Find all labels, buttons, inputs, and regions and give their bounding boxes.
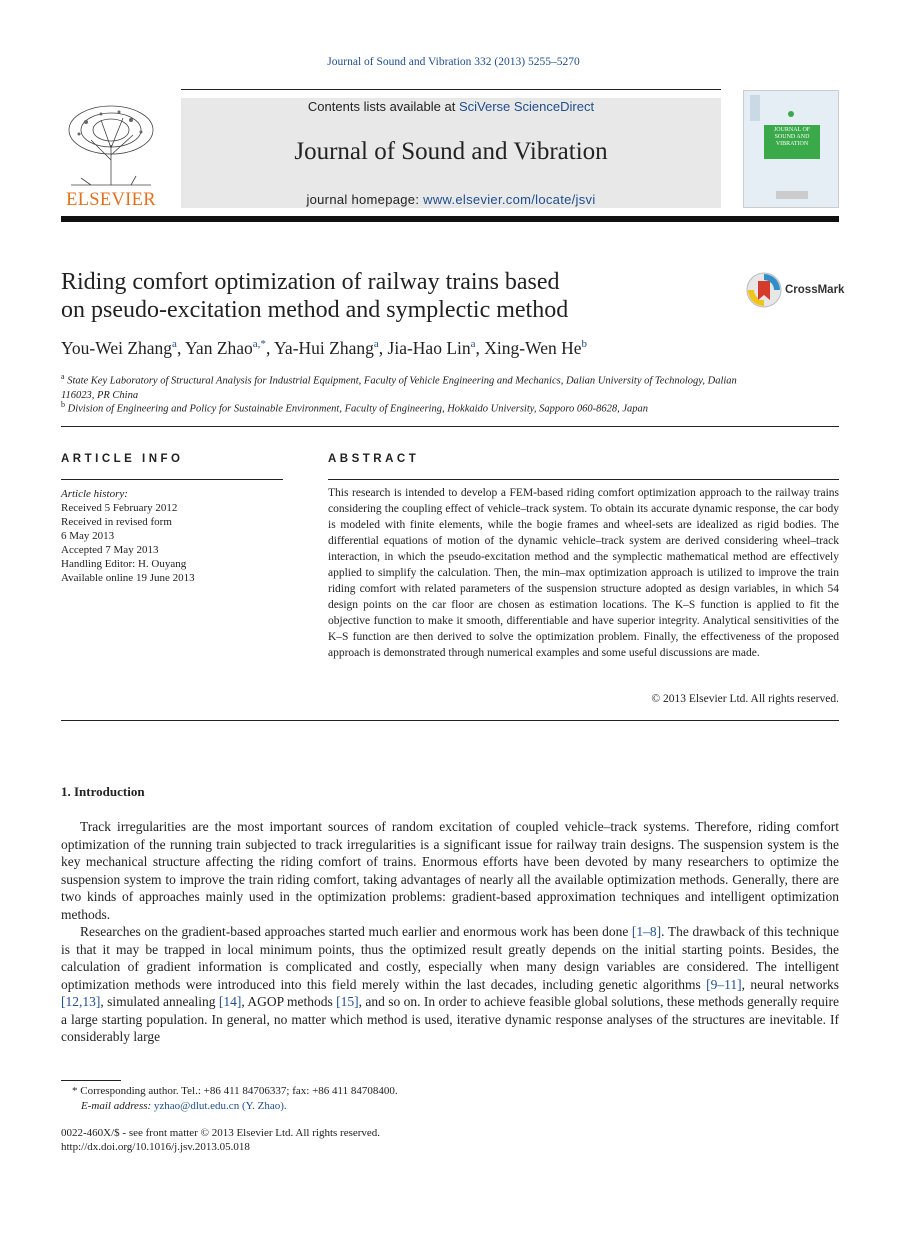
author-name: Yan Zhao: [185, 338, 253, 358]
crossmark-label[interactable]: CrossMark: [785, 284, 845, 296]
sciencedirect-link[interactable]: SciVerse ScienceDirect: [458, 99, 595, 114]
author-affil-mark[interactable]: a,*: [252, 338, 266, 351]
affiliation-a: $^a$ State Key Laboratory of Structural Analysis for Industrial Equipment, Faculty of Vehicle Engineering and Mechanics, Dalian University of Technology, Dalian 116023, PR China: [61, 372, 737, 401]
footnote-rule: [61, 1080, 121, 1081]
paper-title-line-2: on pseudo-excitation method and symplectic method: [61, 297, 569, 323]
author-name: You-Wei Zhang: [61, 338, 173, 358]
author-name: Ya-Hui Zhang: [274, 338, 374, 358]
header-thick-rule: [61, 216, 839, 222]
paper-title-line-1: Riding comfort optimization of railway trains based: [61, 269, 560, 295]
divider: [61, 720, 839, 721]
history-item: Handling Editor: H. Ouyang: [61, 558, 187, 570]
crossmark-icon[interactable]: [746, 272, 782, 313]
contents-line: [181, 99, 721, 114]
article-info-heading: ARTICLE INFO: [61, 453, 184, 465]
history-item: Received in revised form: [61, 516, 172, 528]
author-affil-mark[interactable]: a: [172, 338, 177, 351]
elsevier-wordmark: ELSEVIER: [66, 190, 156, 210]
divider: [328, 479, 839, 480]
abstract-heading: ABSTRACT: [328, 453, 420, 465]
history-label: Article history:: [61, 488, 128, 500]
divider: [61, 426, 839, 427]
history-item: Accepted 7 May 2013: [61, 544, 159, 556]
issn-line: 0022-460X/$ - see front matter © 2013 Elsevier Ltd. All rights reserved.: [61, 1127, 381, 1139]
intro-body: [61, 818, 839, 1046]
abstract-copyright: © 2013 Elsevier Ltd. All rights reserved.: [651, 693, 839, 705]
history-item: Available online 19 June 2013: [61, 572, 195, 584]
affiliation-b: $^b$ Division of Engineering and Policy for Sustainable Environment, Faculty of Engineering, Hokkaido University, Sapporo 060-8628, Japan: [61, 400, 649, 415]
author-list: You-Wei Zhang$^a$, Yan Zhao$^{a,*}$, Ya-Hui Zhang$^a$, Jia-Hao Lin$^a$, Xing-Wen He$^b$: [61, 338, 588, 358]
reference-link[interactable]: [15]: [336, 994, 359, 1009]
reference-link[interactable]: [1–8]: [631, 924, 662, 939]
journal-homepage: [181, 192, 721, 207]
email-link[interactable]: yzhao@dlut.edu.cn (Y. Zhao).: [153, 1100, 287, 1112]
history-item: 6 May 2013: [61, 530, 115, 542]
article-history: [61, 487, 281, 585]
homepage-link[interactable]: www.elsevier.com/locate/jsvi: [423, 192, 596, 207]
author-affil-mark[interactable]: a: [470, 338, 476, 351]
section-heading-introduction: 1. Introduction: [61, 784, 145, 799]
divider: [61, 479, 283, 480]
doi-link[interactable]: http://dx.doi.org/10.1016/j.jsv.2013.05.018: [61, 1141, 250, 1153]
reference-link[interactable]: [14]: [218, 994, 242, 1009]
journal-cover-thumbnail[interactable]: [743, 90, 839, 208]
author-affil-mark[interactable]: b: [581, 338, 588, 351]
author-name: Jia-Hao Lin: [387, 338, 471, 358]
contents-prefix: Contents lists available at: [307, 99, 459, 114]
paper-title: [61, 268, 711, 324]
reference-link[interactable]: [12,13]: [61, 994, 101, 1009]
intro-paragraph-1: Track irregularities are the most important sources of random excitation of coupled vehicle–track systems. Therefore, riding comfort optimization of the running train subjected to track irregularities is a significant issue for railway train designs. The suspension system is the key mechanical structure affecting the riding comfort of trains. Enormous efforts have been devoted by many researchers to optimize the suspension system to improve the train riding comfort, taking advantages of nearly all the available optimization methods. Generally, there are two kinds of approaches mainly used in the optimization problems: gradient-based approximation techniques and intelligent optimization methods.: [61, 819, 839, 922]
corresponding-author-note: * Corresponding author. Tel.: +86 411 84706337; fax: +86 411 84708400.: [72, 1085, 398, 1097]
header-top-rule: [181, 89, 721, 90]
author-affil-mark[interactable]: a: [373, 338, 379, 351]
journal-citation[interactable]: Journal of Sound and Vibration 332 (2013) 5255–5270: [327, 56, 580, 68]
cover-title: JOURNAL OF SOUND AND VIBRATION: [773, 127, 811, 147]
email-label: E-mail address:: [81, 1100, 154, 1112]
homepage-prefix: journal homepage:: [306, 192, 424, 207]
intro-paragraph-2: Researches on the gradient-based approaches started much earlier and enormous work has been done [1–8]. The drawback of this technique is that it may be trapped in local minimum points, thus the optimized result greatly depends on the initial starting points. Besides, the calculation of gradient information is complicated and costly, especially when many design variables are considered. The intelligent optimization methods were introduced into this field merely within the last decades, including genetic algorithms [9–11], neural networks [12,13], simulated annealing [14], AGOP methods [15], and so on. In order to achieve feasible global solutions, these methods generally require a large starting population. In general, no matter which method is used, iterative dynamic response analyses of the structures are inevitable. If considerably large: [61, 924, 839, 1044]
history-item: Received 5 February 2012: [61, 502, 178, 514]
email-note: [81, 1099, 287, 1113]
abstract-text: This research is intended to develop a FEM-based riding comfort optimization approach to the railway trains considering the coupling effect of vehicle–track system. To obtain its accurate dynamic response, the car body is modeled with finite elements, while the bogie frames and wheel-sets are idealized as rigid bodies. The differential equations of motion of the dynamic vehicle–track system are derived considering wheel–track interaction, in which the pseudo-excitation method and the symplectic mathematical method are effectively applied to simplify the calculation. Then, the min–max optimization approach is utilized to improve the train riding comfort with related parameters of the suspension structure adopted as design variables, in which 54 design points on the car floor are chosen as estimation locations. The K–S function is applied to fit the objective function to make it smooth, differentiable and have superior integrity. Analytical sensitivities of the K–S function are then derived to solve the optimization problem. Finally, the effectiveness of the proposed approach is demonstrated through numerical examples and some useful discussions are made.: [328, 487, 839, 659]
author-name: Xing-Wen He: [484, 338, 582, 358]
reference-link[interactable]: [9–11]: [706, 976, 742, 992]
journal-title: Journal of Sound and Vibration: [294, 138, 608, 165]
